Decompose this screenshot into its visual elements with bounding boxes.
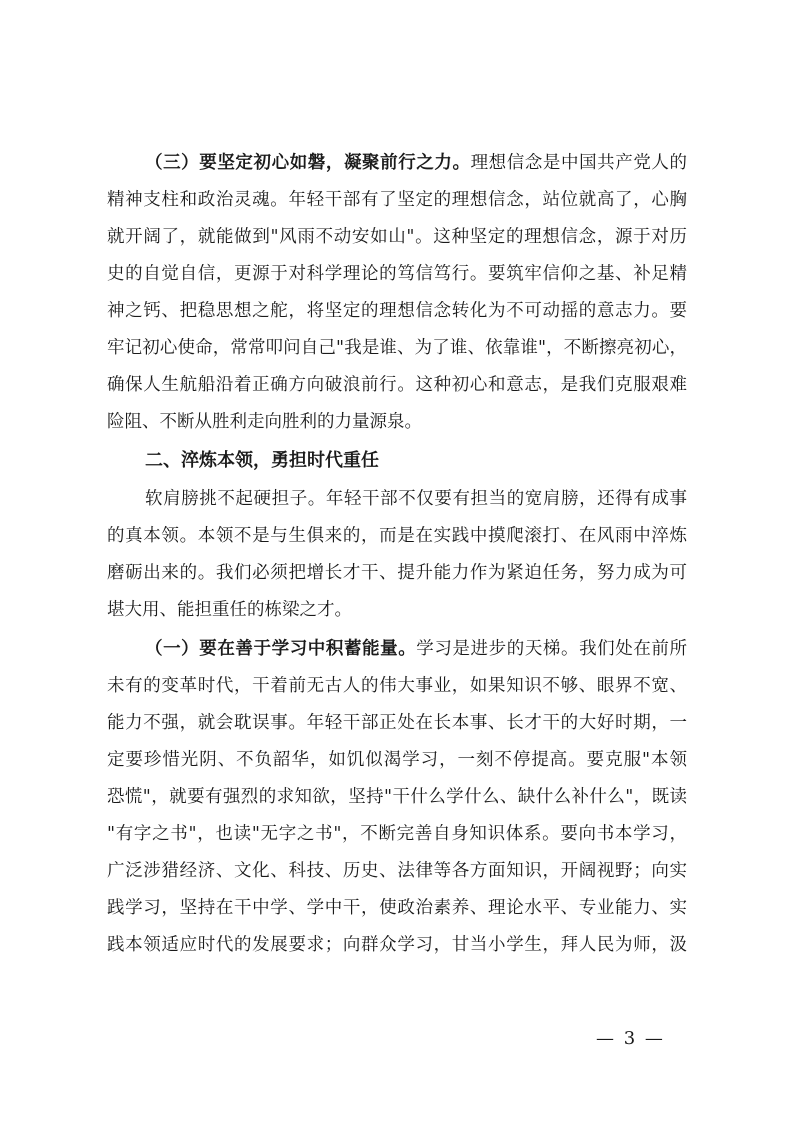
text-line: 史的自觉自信，更源于对科学理论的笃信笃行。要筑牢信仰之基、补足精 xyxy=(107,264,687,284)
text-span: 学习是进步的天梯。我们处在前所 xyxy=(416,639,688,659)
subsection-title: （一）要在善于学习中积蓄能量。 xyxy=(145,639,417,659)
text-line: 神之钙、把稳思想之舵，将坚定的理想信念转化为不可动摇的意志力。要 xyxy=(107,301,687,321)
subsection-title: （三）要坚定初心如磐，凝聚前行之力。 xyxy=(145,153,471,173)
text-line xyxy=(107,145,687,182)
text-line: 险阻、不断从胜利走向胜利的力量源泉。 xyxy=(107,412,422,432)
text-line xyxy=(107,631,687,668)
text-line: 践本领适应时代的发展要求；向群众学习，甘当小学生，拜人民为师，汲 xyxy=(107,935,687,955)
text-line: 牢记初心使命，常常叩问自己"我是谁、为了谁、依靠谁"，不断擦亮初心， xyxy=(107,338,687,358)
paragraph-firm-ideals xyxy=(107,145,687,441)
text-line: 堪大用、能担重任的栋梁之才。 xyxy=(107,600,352,620)
document-body xyxy=(107,145,687,964)
text-line: "有字之书"，也读"无字之书"，不断完善自身知识体系。要向书本学习， xyxy=(107,824,687,844)
paragraph-intro xyxy=(107,481,687,629)
text-line: 软肩膀挑不起硬担子。年轻干部不仅要有担当的宽肩膀，还得有成事 xyxy=(145,489,687,509)
paragraph-learning xyxy=(107,631,687,964)
text-line: 广泛涉猎经济、文化、科技、历史、法律等各方面知识，开阔视野；向实 xyxy=(107,861,687,881)
page-number: — 3 — xyxy=(596,1028,665,1049)
text-line: 确保人生航船沿着正确方向破浪前行。这种初心和意志，是我们克服艰难 xyxy=(107,375,687,395)
text-line: 践学习，坚持在干中学、学中干，使政治素养、理论水平、专业能力、实 xyxy=(107,898,687,918)
text-line: 精神支柱和政治灵魂。年轻干部有了坚定的理想信念，站位就高了，心胸 xyxy=(107,190,687,210)
text-span: 理想信念是中国共产党人的 xyxy=(470,153,688,173)
text-line: 就开阔了，就能做到"风雨不动安如山"。这种坚定的理想信念，源于对历 xyxy=(107,227,687,247)
section-heading: 二、淬炼本领，勇担时代重任 xyxy=(145,450,379,471)
text-line: 恐慌"，就要有强烈的求知欲，坚持"干什么学什么、缺什么补什么"，既读 xyxy=(107,787,687,807)
text-line: 能力不强，就会耽误事。年轻干部正处在长本事、长才干的大好时期，一 xyxy=(107,713,687,733)
text-line: 的真本领。本领不是与生俱来的，而是在实践中摸爬滚打、在风雨中淬炼 xyxy=(107,526,687,546)
text-line: 定要珍惜光阴、不负韶华，如饥似渴学习，一刻不停提高。要克服"本领 xyxy=(107,750,687,770)
text-line: 磨砺出来的。我们必须把增长才干、提升能力作为紧迫任务，努力成为可 xyxy=(107,563,687,583)
text-line: 未有的变革时代，干着前无古人的伟大事业，如果知识不够、眼界不宽、 xyxy=(107,676,687,696)
